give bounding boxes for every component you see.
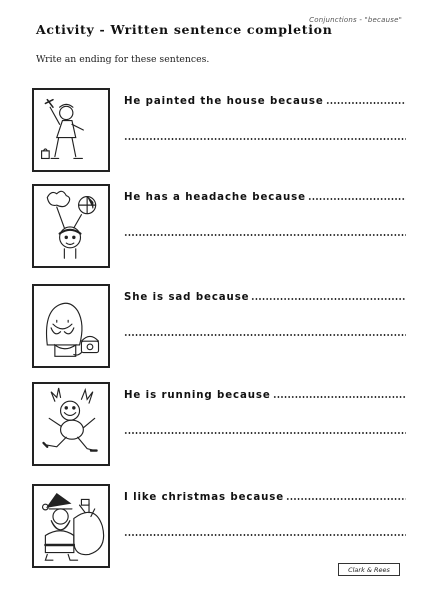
sentence-text: He painted the house because — [124, 96, 324, 107]
running-boy-icon — [32, 382, 110, 466]
santa-claus-icon — [32, 484, 110, 568]
sentence-2 — [124, 192, 406, 203]
sentence-text: He is running because — [124, 390, 271, 401]
answer-line[interactable] — [124, 534, 406, 536]
boy-hit-by-ball-icon — [32, 184, 110, 268]
exercise-row-1 — [32, 88, 412, 174]
answer-line[interactable] — [124, 138, 406, 140]
credit-box: Clark & Rees — [338, 563, 400, 576]
answer-line[interactable] — [124, 432, 406, 434]
man-painting-icon — [32, 88, 110, 172]
crying-girl-phone-icon — [32, 284, 110, 368]
sentence-text: She is sad because — [124, 292, 250, 303]
sentence-3 — [124, 292, 406, 303]
exercise-row-3 — [32, 284, 412, 370]
exercise-row-4 — [32, 382, 412, 468]
topic-tag: Conjunctions - "because" — [309, 16, 402, 24]
answer-dots[interactable] — [251, 298, 406, 300]
sentence-5 — [124, 492, 406, 503]
answer-dots[interactable] — [273, 396, 406, 398]
sentence-4 — [124, 390, 406, 401]
sentence-1 — [124, 96, 406, 107]
answer-dots[interactable] — [286, 498, 406, 500]
exercise-row-2 — [32, 184, 412, 270]
answer-dots[interactable] — [326, 102, 406, 104]
sentence-text: I like christmas because — [124, 492, 285, 503]
answer-line[interactable] — [124, 234, 406, 236]
sentence-text: He has a headache because — [124, 192, 306, 203]
answer-line[interactable] — [124, 334, 406, 336]
answer-dots[interactable] — [308, 198, 406, 200]
exercise-row-5 — [32, 484, 412, 570]
instructions: Write an ending for these sentences. — [36, 54, 210, 65]
page-title: Activity - Written sentence completion — [36, 22, 333, 37]
